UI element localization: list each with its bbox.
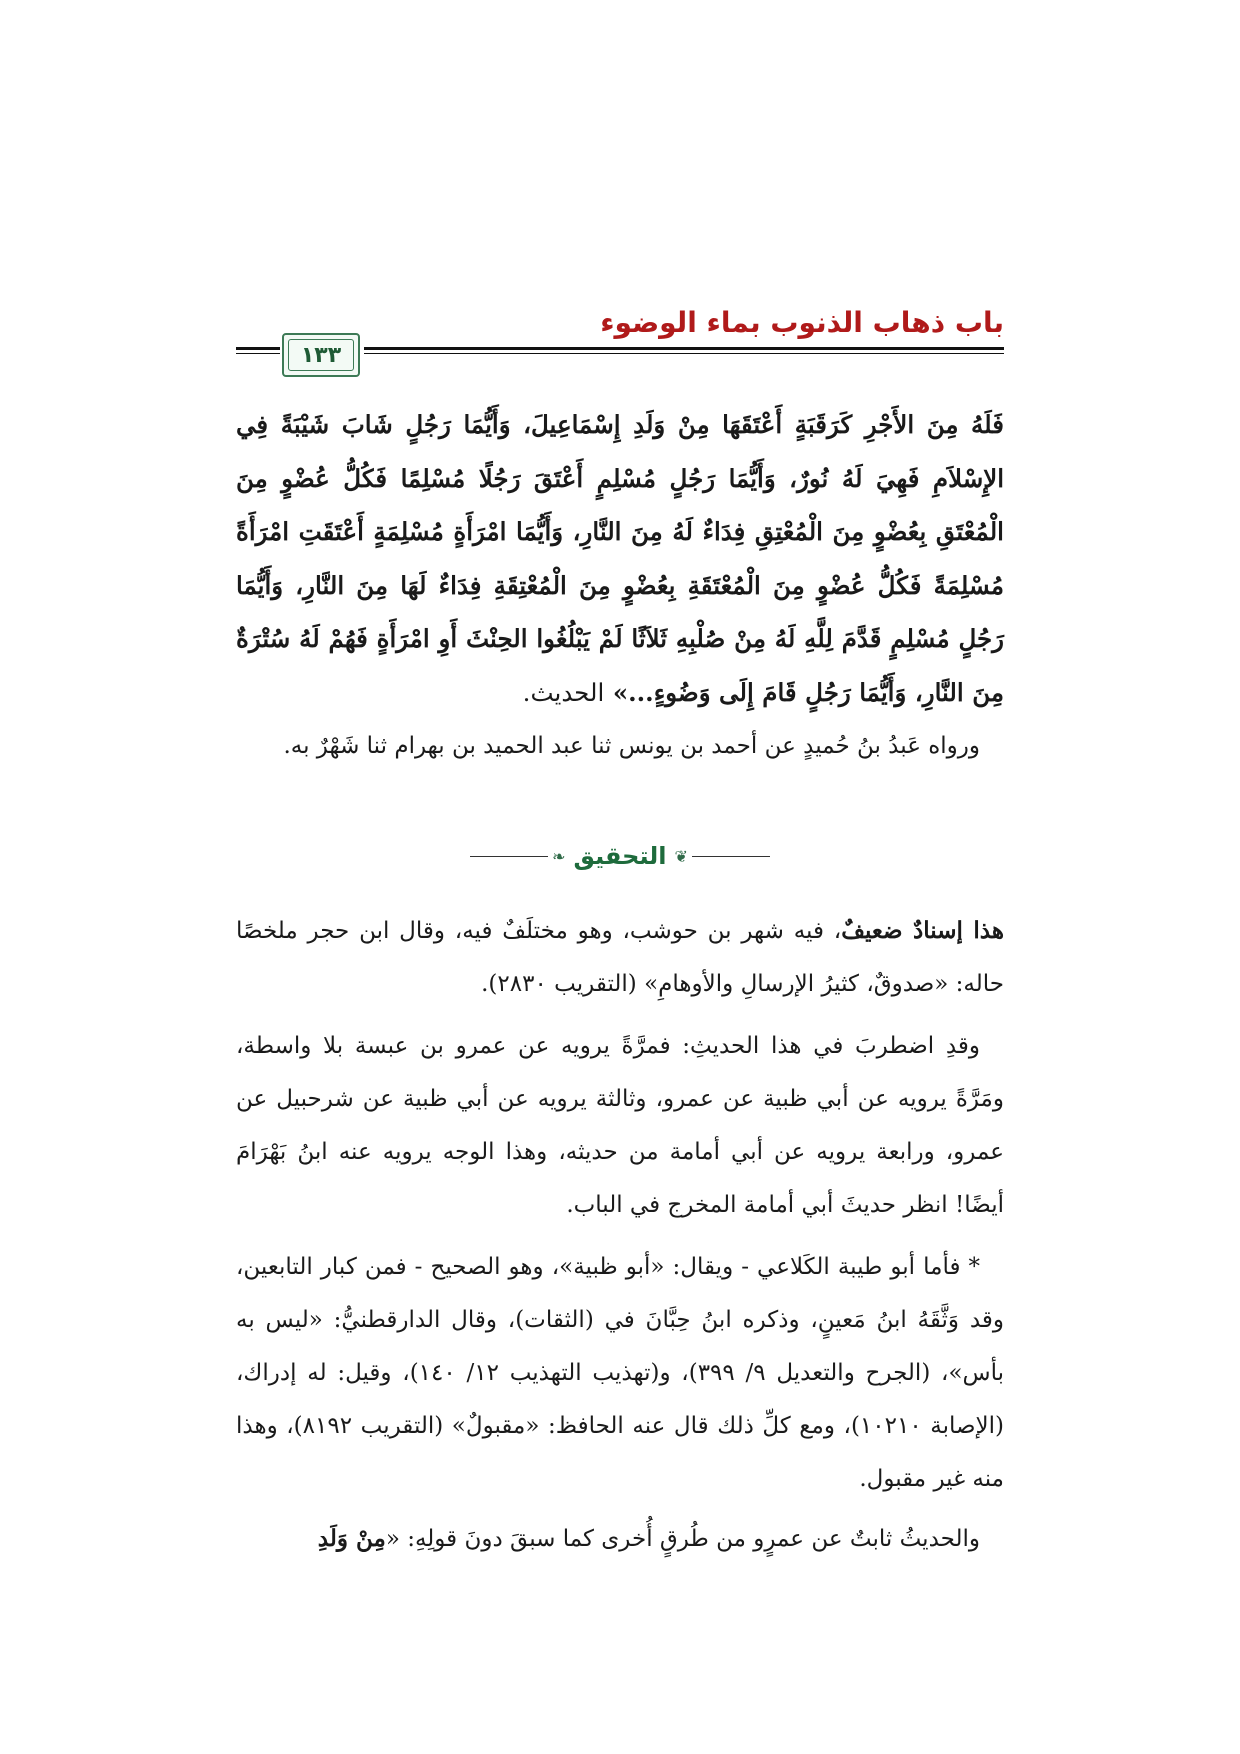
section-divider: [470, 836, 770, 876]
tahqiq-p4-text: والحديثُ ثابتٌ عن عمرٍو من طُرقٍ أُخرى كما سبقَ دونَ قولِهِ: «: [385, 1526, 980, 1552]
header-rule-right-thin: [364, 353, 1004, 354]
tahqiq-paragraph-1: [236, 904, 1004, 1011]
divider-line-left: [470, 856, 548, 857]
tahqiq-p4-quote: مِنْ وَلَدِ: [317, 1525, 386, 1552]
divider-line-right: [692, 856, 770, 857]
header-rule-left-thin: [236, 353, 280, 354]
hadith-text: [236, 398, 1004, 719]
hadith-tail: الحديث.: [522, 677, 605, 707]
page-number: ١٣٣: [300, 342, 342, 368]
hadith-body: فَلَهُ مِنَ الأَجْرِ كَرَقَبَةٍ أَعْتَقَهَا مِنْ وَلَدِ إِسْمَاعِيلَ، وَأَيُّمَا رَجُلٍ شَابَ شَيْبَةً فِي الإِسْلاَمِ فَهِيَ لَهُ نُورٌ، وَأَيُّمَا رَجُلٍ مُسْلِمٍ أَعْتَقَ رَجُلًا مُسْلِمًا فَكُلُّ عُضْوٍ مِنَ الْمُعْتَقِ بِعُضْوٍ مِنَ الْمُعْتِقِ فِدَاءٌ لَهُ مِنَ النَّارِ، وَأَيُّمَا امْرَأَةٍ مُسْلِمَةٍ أَعْتَقَتِ امْرَأَةً مُسْلِمَةً فَكُلُّ عُضْوٍ مِنَ الْمُعْتَقَةِ بِعُضْوٍ مِنَ الْمُعْتِقَةِ فِدَاءٌ لَهَا مِنَ النَّارِ، وَأَيُّمَا رَجُلٍ مُسْلِمٍ قَدَّمَ لِلَّهِ لَهُ مِنْ صُلْبِهِ ثَلاَثًا لَمْ يَبْلُغُوا الحِنْثَ أَوِ امْرَأَةٍ فَهُمْ لَهُ سُتْرَةٌ مِنَ النَّارِ، وَأَيُّمَا رَجُلٍ قَامَ إِلَى وَضُوءٍ...»: [236, 410, 1004, 707]
verdict: هذا إسنادٌ ضعيفٌ: [841, 917, 1004, 944]
narration-text: ورواه عَبدُ بنُ حُميدٍ عن أحمد بن يونس ثنا عبد الحميد بن بهرام ثنا شَهْرٌ به.: [283, 733, 980, 759]
chapter-title: باب ذهاب الذنوب بماء الوضوء: [600, 306, 1004, 339]
ornament-icon: ❦: [674, 846, 688, 866]
section-title: التحقيق: [573, 842, 667, 870]
page-number-badge: [282, 333, 360, 377]
tahqiq-p2-text: وقدِ اضطربَ في هذا الحديثِ: فمرَّةً يرويه عن عمرو بن عبسة بلا واسطة، ومَرَّةً يرويه عن أبي ظبية عن عمرو، وثالثة يرويه عن أبي ظبية عن شرحبيل عن عمرو، ورابعة يرويه عن أبي أمامة من حديثه، وهذا الوجه يرويه عنه ابنُ بَهْرَامَ أيضًا! انظر حديثَ أبي أمامة المخرج في الباب.: [236, 1033, 1004, 1218]
tahqiq-paragraph-2: [236, 1020, 1004, 1232]
narration-paragraph: [236, 720, 1004, 773]
tahqiq-p3-text: * فأما أبو طيبة الكَلاعي - ويقال: «أبو ظبية»، وهو الصحيح - فمن كبار التابعين، وقد وَثَّقَهُ ابنُ مَعينٍ، وذكره ابنُ حِبَّانَ في (الثقات)، وقال الدارقطنيُّ: «ليس به بأس»، (الجرح والتعديل ٩/ ٣٩٩)، و(تهذيب التهذيب ١٢/ ١٤٠)، وقيل: له إدراك، (الإصابة ١٠٢١٠)، ومع كلِّ ذلك قال عنه الحافظ: «مقبولٌ» (التقريب ٨١٩٢)، وهذا منه غير مقبول.: [236, 1254, 1005, 1492]
header-rule-left: [236, 347, 280, 350]
ornament-icon: ❧: [552, 846, 566, 866]
tahqiq-paragraph-4: [236, 1512, 1004, 1566]
tahqiq-paragraph-3: [236, 1241, 1004, 1506]
tahqiq-p1-text: ، فيه شهر بن حوشب، وهو مختلَفٌ فيه، وقال ابن حجر ملخصًا حاله: «صدوقٌ، كثيرُ الإرسالِ والأوهامِ» (التقريب ٢٨٣٠).: [236, 918, 1004, 997]
header-rule-right: [364, 347, 1004, 350]
